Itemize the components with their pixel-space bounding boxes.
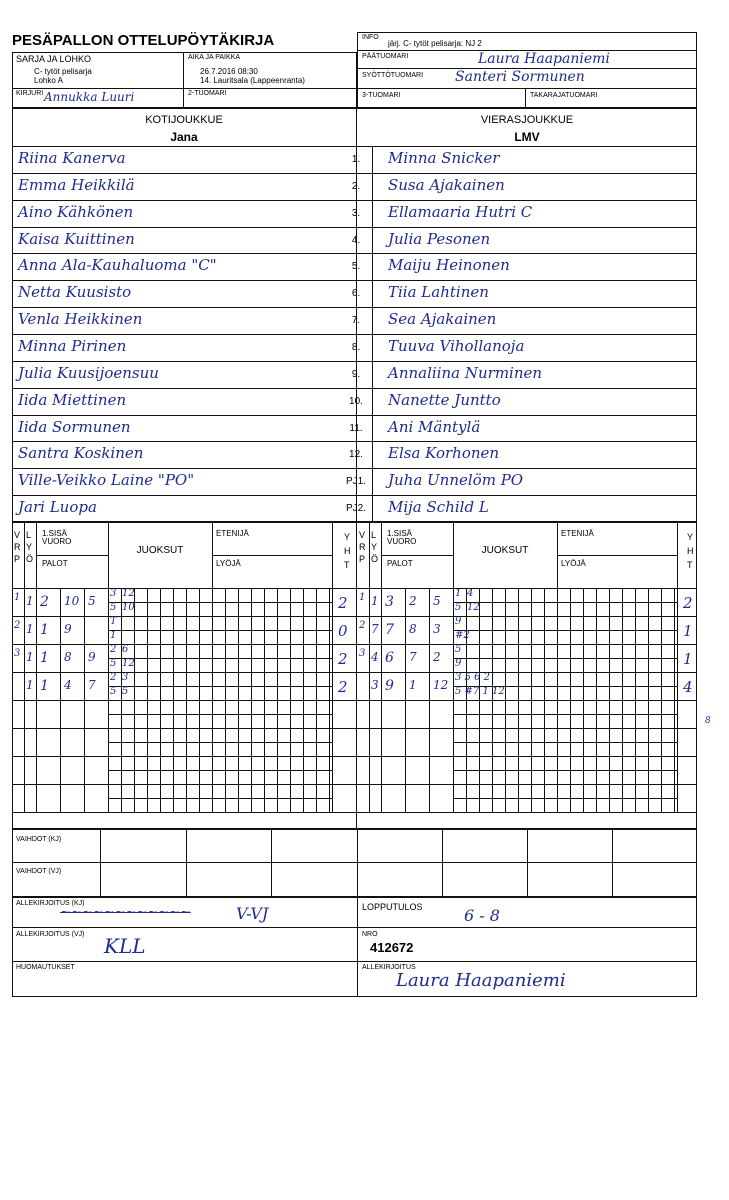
away-batter-label: LYÖJÄ	[561, 559, 586, 568]
home-inning-total: 2	[338, 678, 348, 696]
home-palo-3: 5	[88, 594, 96, 608]
roster-number: 8.	[351, 342, 361, 353]
away-run-subcol	[505, 588, 506, 812]
away-player-name: Mija Schild L	[388, 498, 489, 516]
roster-head-line	[12, 146, 697, 147]
away-runner-2: 4	[467, 588, 474, 599]
home-player-name: Santra Koskinen	[18, 444, 144, 462]
home-run-subcol	[238, 588, 239, 812]
away-vrp-letter: V	[359, 530, 366, 540]
notes-label: HUOMAUTUKSET	[16, 964, 75, 971]
away-runner-1: 5	[455, 644, 462, 655]
ref3-label: 3-TUOMARI	[362, 92, 401, 99]
away-score-col	[677, 522, 678, 812]
home-inning-lyo: 1	[26, 650, 34, 664]
home-lyo-letter: Y	[26, 542, 33, 552]
roster-number: 3.	[351, 208, 361, 219]
home-inning-row-line	[12, 728, 356, 729]
away-inning-row-line	[357, 812, 697, 813]
away-batter-2: 12	[467, 602, 480, 613]
home-score-col	[24, 522, 25, 812]
series-value-2: Lohko A	[34, 76, 63, 85]
home-lyo-letter: Ö	[26, 554, 34, 564]
margin-note: 8	[705, 716, 711, 726]
roster-row-line	[12, 388, 697, 389]
home-batter-2: 12	[122, 658, 135, 669]
home-inning-row-line	[12, 812, 356, 813]
away-run-subcol	[622, 588, 623, 812]
away-inning-row-line	[357, 616, 697, 617]
home-run-subcol	[316, 588, 317, 812]
nro-label: NRO	[362, 931, 378, 938]
away-batter-1: 5	[455, 602, 462, 613]
home-palo-1: 1	[40, 622, 49, 638]
home-run-halfrow	[108, 630, 332, 631]
home-inning-vrp: 1	[14, 592, 21, 603]
home-inning-vrp: 2	[14, 620, 21, 631]
away-palot-subcol	[429, 588, 430, 812]
home-run-subcol	[173, 588, 174, 812]
away-run-subcol	[609, 588, 610, 812]
away-inning-row-line	[357, 672, 697, 673]
form-title: PESÄPALLON OTTELUPÖYTÄKIRJA	[12, 32, 275, 49]
away-palo-1: 7	[385, 622, 394, 638]
away-palo-2: 7	[409, 650, 417, 664]
home-score-col	[332, 522, 333, 812]
home-palo-1: 2	[40, 594, 49, 610]
sign-home-value: V-VJ	[236, 904, 269, 923]
home-player-name: Aino Kähkönen	[18, 203, 134, 221]
away-player-name: Tiia Lahtinen	[388, 283, 489, 301]
home-batter-2: 10	[122, 602, 135, 613]
home-player-name: Kaisa Kuittinen	[18, 230, 135, 248]
away-runner-label: ETENIJÄ	[561, 529, 594, 538]
hr-3	[357, 88, 697, 89]
away-player-name: Minna Snicker	[388, 149, 500, 167]
away-inning-total: 2	[683, 594, 693, 612]
home-palo-1: 1	[40, 678, 49, 694]
series-label: SARJA JA LOHKO	[16, 54, 92, 64]
away-player-name: Julia Pesonen	[388, 230, 491, 248]
home-inning-row-line	[12, 616, 356, 617]
away-vrp-letter: R	[359, 542, 366, 552]
roster-number: 2.	[351, 181, 361, 192]
away-palo-1: 9	[385, 678, 394, 694]
away-run-subcol	[492, 588, 493, 812]
result-value: 6 - 8	[464, 906, 500, 925]
home-yht-letter: H	[344, 546, 351, 556]
home-inning-row-line	[12, 644, 356, 645]
roster-row-line	[12, 361, 697, 362]
roster-row-line	[12, 200, 697, 201]
home-lyo-letter: L	[26, 530, 32, 540]
referee-label: PÄÄTUOMARI	[362, 53, 409, 60]
home-palo-2: 8	[64, 650, 72, 664]
home-inning-row-line	[12, 700, 356, 701]
roster-number: 1.	[351, 154, 361, 165]
home-player-name: Riina Kanerva	[18, 149, 126, 167]
away-run-subcol	[648, 588, 649, 812]
away-palo-1: 3	[385, 594, 394, 610]
away-lyo-letter: Y	[371, 542, 378, 552]
home-batter-2: 5	[122, 686, 129, 697]
home-player-name: Iida Sormunen	[18, 418, 131, 436]
roster-number: PJ1.	[345, 476, 366, 487]
subs-col-line	[100, 829, 101, 897]
roster-row-line	[12, 415, 697, 416]
subs-frame	[12, 829, 697, 897]
away-run-subcol	[635, 588, 636, 812]
home-vrp-letter: V	[14, 530, 21, 540]
info-label: INFO	[362, 34, 379, 41]
home-vrp-letter: P	[14, 554, 21, 564]
home-batter-1: 5	[110, 686, 117, 697]
home-palot-subcol	[84, 588, 85, 812]
home-runner-1: 2	[110, 644, 117, 655]
roster-row-line	[12, 253, 697, 254]
away-inning-row-line	[357, 728, 697, 729]
away-lyo-letter: L	[371, 530, 377, 540]
home-runner-divider	[212, 555, 332, 556]
roster-row-line	[12, 468, 697, 469]
info-value: järj. C- tytöt pelisarja: NJ 2	[388, 39, 482, 48]
away-palo-2: 1	[409, 678, 417, 692]
roster-row-line	[12, 495, 697, 496]
away-run-subcol	[570, 588, 571, 812]
away-inning-row-line	[357, 700, 697, 701]
away-inning-row-line	[357, 756, 697, 757]
referee-value: Laura Haapaniemi	[478, 51, 610, 67]
roster-number: 6.	[351, 288, 361, 299]
away-batter-1: 5 #7 1 12	[455, 686, 505, 697]
home-inning-total: 2	[338, 650, 348, 668]
away-runner-divider	[557, 555, 677, 556]
nro-value: 412672	[370, 940, 414, 955]
home-player-name: Jari Luopa	[18, 498, 97, 516]
ref2-label: 2-TUOMARI	[188, 90, 227, 97]
home-palo-3: 7	[88, 678, 96, 692]
home-run-halfrow	[108, 742, 332, 743]
roster-number: 10.	[349, 396, 363, 407]
home-runner-1: 3	[110, 588, 117, 599]
home-runner-2: 3	[122, 672, 129, 683]
home-run-halfrow	[108, 686, 332, 687]
home-score-col	[36, 522, 37, 812]
subs-col-line	[271, 829, 272, 897]
home-run-subcol	[329, 588, 330, 812]
home-palo-2: 4	[64, 678, 72, 692]
away-inning-vrp: 3	[359, 648, 366, 659]
home-inning-lyo: 1	[26, 594, 34, 608]
pitch-ref-value: Santeri Sormunen	[455, 69, 585, 85]
away-sisa-divider	[381, 555, 453, 556]
home-runs-label: JUOKSUT	[136, 545, 184, 556]
away-run-subcol	[583, 588, 584, 812]
sign-hr1	[12, 927, 697, 928]
sign-away-label: ALLEKIRJOITUS (VJ)	[16, 931, 85, 938]
away-inning-lyo: 3	[371, 678, 379, 692]
home-yht-letter: T	[344, 560, 350, 570]
home-inning-row-line	[12, 784, 356, 785]
away-palot-label: PALOT	[387, 559, 413, 568]
away-run-subcol	[544, 588, 545, 812]
away-inning-lyo: 7	[371, 622, 379, 636]
subs-col-line	[442, 829, 443, 897]
away-vrp-letter: P	[359, 554, 366, 564]
home-run-subcol	[277, 588, 278, 812]
away-palo-3: 3	[433, 622, 441, 636]
away-batter-1: 9	[455, 658, 462, 669]
away-player-name: Ani Mäntylä	[388, 418, 481, 436]
home-player-name: Emma Heikkilä	[18, 176, 135, 194]
home-run-halfrow	[108, 798, 332, 799]
away-inning-total: 1	[683, 622, 693, 640]
home-player-name: Netta Kuusisto	[18, 283, 132, 301]
home-palot-subcol	[60, 588, 61, 812]
away-score-head-line	[357, 588, 697, 589]
home-inning-vrp: 3	[14, 648, 21, 659]
away-run-subcol	[479, 588, 480, 812]
sign-hr2	[12, 961, 697, 962]
away-inning-vrp: 2	[359, 620, 366, 631]
home-run-halfrow	[108, 714, 332, 715]
home-inning-lyo: 1	[26, 678, 34, 692]
roster-number: 4.	[351, 235, 361, 246]
away-palo-2: 2	[409, 594, 417, 608]
sign-vdivider	[357, 897, 358, 997]
home-palo-3: 9	[88, 650, 96, 664]
home-inning-total: 0	[338, 622, 348, 640]
scorer-label: KIRJURI	[16, 90, 44, 97]
subs-divider	[12, 862, 697, 863]
away-player-name: Susa Ajakainen	[388, 176, 505, 194]
away-run-subcol	[674, 588, 675, 812]
roster-number: 5.	[351, 261, 361, 272]
subs-col-line	[527, 829, 528, 897]
away-score-col	[369, 522, 370, 812]
subs-away-label: VAIHDOT (VJ)	[16, 868, 62, 875]
away-player-name: Maiju Heinonen	[388, 256, 510, 274]
header-divider	[12, 88, 357, 89]
score-center-line	[356, 522, 357, 829]
subs-col-line	[186, 829, 187, 897]
away-run-halfrow	[453, 770, 677, 771]
away-inning-row-line	[357, 644, 697, 645]
header-vdivider	[183, 52, 184, 108]
away-run-halfrow	[453, 602, 677, 603]
home-inning-lyo: 1	[26, 622, 34, 636]
away-player-name: Annaliina Nurminen	[388, 364, 543, 382]
away-run-subcol	[466, 588, 467, 812]
away-lyo-letter: Ö	[371, 554, 379, 564]
home-run-subcol	[290, 588, 291, 812]
away-run-subcol	[518, 588, 519, 812]
home-run-subcol	[212, 588, 213, 812]
roster-row-line	[12, 441, 697, 442]
home-batter-1: 5	[110, 658, 117, 669]
away-run-halfrow	[453, 798, 677, 799]
home-palo-2: 10	[64, 594, 80, 608]
home-yht-letter: Y	[344, 532, 351, 542]
home-runner-1: 2	[110, 672, 117, 683]
series-value-1: C- tytöt pelisarja	[34, 67, 92, 76]
sign-home-label: ALLEKIRJOITUS (KJ)	[16, 900, 85, 907]
roster-row-line	[12, 173, 697, 174]
home-run-halfrow	[108, 770, 332, 771]
subs-home-label: VAIHDOT (KJ)	[16, 836, 62, 843]
roster-number: PJ2.	[345, 503, 366, 514]
away-palo-3: 5	[433, 594, 441, 608]
away-run-halfrow	[453, 714, 677, 715]
away-runs-label: JUOKSUT	[481, 545, 529, 556]
away-player-name: Juha Unnelöm PO	[388, 471, 524, 489]
home-palo-2: 9	[64, 622, 72, 636]
home-inning-row-line	[12, 672, 356, 673]
home-player-name: Minna Pirinen	[18, 337, 127, 355]
away-run-halfrow	[453, 742, 677, 743]
sign-away-value: KLL	[104, 934, 146, 958]
subs-col-line	[357, 829, 358, 897]
home-team-name: Jana	[170, 130, 198, 144]
away-yht-letter: Y	[687, 532, 694, 542]
away-inning-lyo: 1	[371, 594, 379, 608]
away-player-name: Tuuva Vihollanoja	[388, 337, 525, 355]
time-value-1: 26.7.2016 08:30	[200, 67, 258, 76]
home-run-subcol	[303, 588, 304, 812]
roster-row-line	[12, 307, 697, 308]
home-runner-1: T	[110, 616, 117, 627]
away-yht-letter: T	[687, 560, 693, 570]
home-batter-1: 1	[110, 630, 117, 641]
home-run-halfrow	[108, 658, 332, 659]
home-run-subcol	[264, 588, 265, 812]
home-run-subcol	[199, 588, 200, 812]
home-run-subcol	[251, 588, 252, 812]
home-inning-total: 2	[338, 594, 348, 612]
away-inning-total: 4	[683, 678, 693, 696]
home-inning-row-line	[12, 756, 356, 757]
away-run-halfrow	[453, 658, 677, 659]
away-palo-1: 6	[385, 650, 394, 666]
away-palot-subcol	[405, 588, 406, 812]
hr-vdiv	[525, 88, 526, 108]
away-run-subcol	[661, 588, 662, 812]
away-inning-total: 1	[683, 650, 693, 668]
home-player-name: Iida Miettinen	[18, 391, 127, 409]
roster-row-line	[12, 334, 697, 335]
away-inning-vrp: 1	[359, 592, 366, 603]
home-team-label: KOTIJOUKKUE	[145, 114, 223, 126]
roster-number: 12.	[349, 449, 363, 460]
time-value-2: 14. Lauritsala (Lappeenranta)	[200, 76, 305, 85]
home-player-name: Anna Ala-Kauhaluoma "C"	[18, 256, 217, 274]
away-palo-3: 2	[433, 650, 441, 664]
home-score-head-line	[12, 588, 356, 589]
away-first-inning-label: 1.SISÄ VUORO	[387, 529, 417, 546]
away-inning-row-line	[357, 784, 697, 785]
home-score-col	[108, 522, 109, 812]
roster-number: 11.	[349, 423, 363, 434]
roster-row-line	[12, 227, 697, 228]
away-player-name: Nanette Juntto	[388, 391, 501, 409]
home-sisa-divider	[36, 555, 108, 556]
home-player-name: Julia Kuusijoensuu	[18, 364, 159, 382]
away-run-subcol	[557, 588, 558, 812]
pitch-ref-label: SYÖTTÖTUOMARI	[362, 72, 424, 79]
signature-value: Laura Haapaniemi	[396, 970, 566, 991]
away-palo-2: 8	[409, 622, 417, 636]
home-run-subcol	[160, 588, 161, 812]
roster-number: 9.	[351, 369, 361, 380]
away-player-name: Elsa Korhonen	[388, 444, 500, 462]
away-runner-1: 3 5 6 2	[455, 672, 490, 683]
home-runner-2: 12	[122, 588, 135, 599]
back-ref-label: TAKARAJATUOMARI	[530, 92, 598, 99]
away-run-subcol	[531, 588, 532, 812]
away-runner-1: 9	[455, 616, 462, 627]
home-run-subcol	[225, 588, 226, 812]
away-runner-1: 1	[455, 588, 462, 599]
sign-home-scribble: ~~~~~~~~~~~~	[60, 905, 191, 920]
home-palot-label: PALOT	[42, 559, 68, 568]
home-first-inning-label: 1.SISÄ VUORO	[42, 529, 72, 546]
away-run-halfrow	[453, 630, 677, 631]
away-player-name: Ellamaaria Hutri C	[388, 203, 533, 221]
home-player-name: Ville-Veikko Laine "PO"	[18, 471, 195, 489]
home-vrp-letter: R	[14, 542, 21, 552]
roster-row-line	[12, 280, 697, 281]
scorer-value: Annukka Luuri	[44, 90, 135, 104]
home-run-subcol	[147, 588, 148, 812]
subs-col-line	[612, 829, 613, 897]
away-team-label: VIERASJOUKKUE	[480, 114, 574, 126]
home-player-name: Venla Heikkinen	[18, 310, 143, 328]
home-run-halfrow	[108, 602, 332, 603]
away-player-name: Sea Ajakainen	[388, 310, 497, 328]
result-label: LOPPUTULOS	[362, 902, 423, 912]
signature-label: ALLEKIRJOITUS	[362, 964, 416, 971]
away-palo-3: 12	[433, 678, 449, 692]
away-score-col	[381, 522, 382, 812]
home-runner-label: ETENIJÄ	[216, 529, 249, 538]
away-batter-1: #2	[455, 630, 470, 641]
home-run-subcol	[121, 588, 122, 812]
home-batter-1: 5	[110, 602, 117, 613]
away-yht-letter: H	[687, 546, 694, 556]
home-run-subcol	[134, 588, 135, 812]
away-score-col	[453, 522, 454, 812]
away-run-subcol	[596, 588, 597, 812]
home-palo-1: 1	[40, 650, 49, 666]
home-runner-2: 6	[122, 644, 129, 655]
home-batter-label: LYÖJÄ	[216, 559, 241, 568]
away-inning-lyo: 4	[371, 650, 379, 664]
time-label: AIKA JA PAIKKA	[188, 54, 241, 61]
away-team-name: LMV	[514, 130, 540, 144]
roster-number: 7.	[351, 315, 361, 326]
home-run-subcol	[186, 588, 187, 812]
